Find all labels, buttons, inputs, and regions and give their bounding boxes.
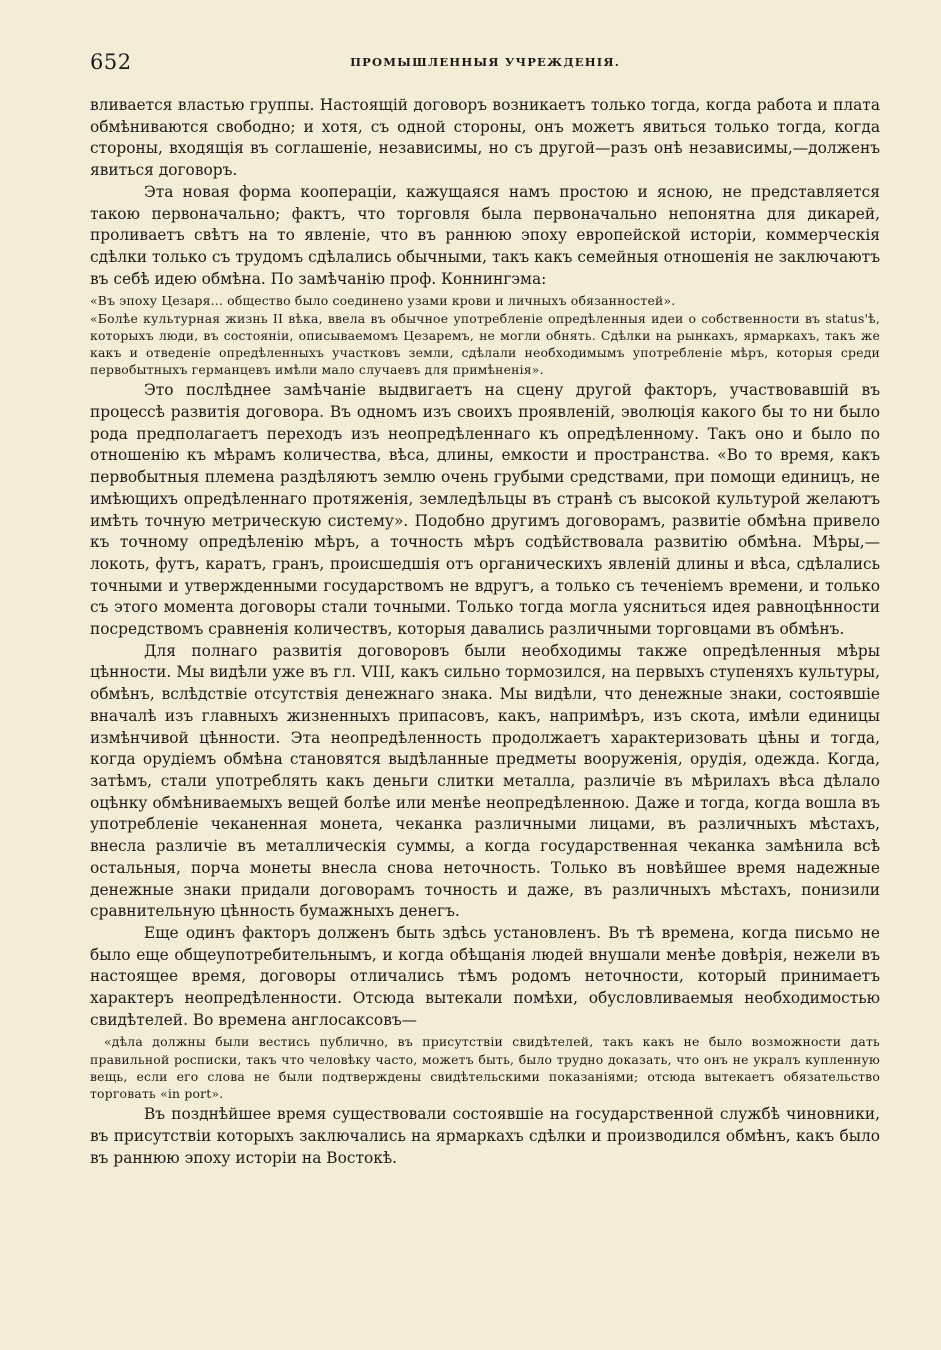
paragraph-officials: Въ позднѣйшее время существовали состоявшіе на государственной службѣ чиновники, въ присутствіи которыхъ заключались на ярмаркахъ сдѣлки и производился обмѣнъ, какъ было въ раннюю эпоху исторіи на Востокѣ. <box>90 1105 880 1167</box>
page-number: 652 <box>90 50 132 74</box>
paragraph-value-measures: Для полнаго развитія договоровъ были необходимы также опредѣленныя мѣры цѣнности. Мы видѣли уже въ гл. VIII, какъ сильно тормозился, на первыхъ ступеняхъ культуры, обмѣнъ, вслѣдствіе отсутствія денежнаго знака. Мы видѣли, что денежные знаки, состоявшіе вначалѣ изъ главныхъ жизненныхъ припасовъ, какъ, напримѣръ, изъ скота, имѣли единицы измѣнчивой цѣнности. Эта неопредѣленность продолжаетъ характеризовать цѣны и тогда, когда орудіемъ обмѣна становятся выдѣланные предметы вооруженія, орудія, одежда. Когда, затѣмъ, стали употреблять какъ деньги слитки металла, различіе въ мѣрилахъ вѣса дѣлало оцѣнку обмѣниваемыхъ вещей болѣе или менѣе неопредѣленною. Даже и тогда, когда вошла въ употребленіе чеканенная монета, чеканка различными лицами, въ различныхъ мѣстахъ, внесла различіе въ металлическія суммы, а когда государственная чеканка замѣнила всѣ остальныя, порча монеты внесла снова неточность. Только въ новѣйшее время надежные денежные знаки придали договорамъ точность и даже, въ различныхъ мѣстахъ, понизили сравнительную цѣнность бумажныхъ денегъ. <box>90 641 880 921</box>
paragraph-witnesses: Еще одинъ факторъ долженъ быть здѣсь установленъ. Въ тѣ времена, когда письмо не было еще общеупотребительнымъ, и когда обѣщанія людей внушали менѣе довѣрія, нежели въ настоящее время, договоры отличались тѣмъ родомъ неточности, который принимаетъ характеръ неопредѣленности. Отсюда вытекали помѣхи, обусловливаемыя необходимостью свидѣтелей. Во времена англосаксовъ— <box>90 923 880 1029</box>
quote-second-century: «Болѣе культурная жизнь II вѣка, ввела въ обычное употребленіе опредѣленныя идеи о собственности въ status'ѣ, которыхъ люди, въ состояніи, описываемомъ Цезаремъ, не могли обнять. Сдѣлки на рынкахъ, ярмаркахъ, такъ же какъ и отведеніе опредѣленныхъ участковъ земли, сдѣлали необходимымъ употребленіе мѣръ, которыя среди первобытныхъ германцевъ имѣли мало случаевъ для примѣненія». <box>90 310 880 378</box>
page-header <box>90 50 880 74</box>
running-title: ПРОМЫШЛЕННЫЯ УЧРЕЖДЕНІЯ. <box>350 55 620 69</box>
quote-anglosaxons: «дѣла должны были вестись публично, въ присутствіи свидѣтелей, такъ какъ не было возможности дать правильной росписки, такъ что человѣку часто, можетъ быть, было трудно доказать, что онъ не укралъ купленную вещь, если его слова не были подтверждены свидѣтельскими показаніями; отсюда вытекаетъ обязательство торговать «in port». <box>90 1034 880 1102</box>
page-body <box>90 95 880 1169</box>
quote-caesar: «Въ эпоху Цезаря... общество было соединено узами крови и личныхъ обязанностей». <box>90 293 676 309</box>
paragraph-continued: вливается властью группы. Настоящій договоръ возникаетъ только тогда, когда работа и плата обмѣниваются свободно; и хотя, съ одной стороны, онъ можетъ явиться только тогда, когда стороны, входящія въ соглашеніе, независимы, но съ другой—разъ онѣ независимы,—долженъ явиться договоръ. <box>90 96 880 180</box>
paragraph-measures: Это послѣднее замѣчаніе выдвигаетъ на сцену другой факторъ, участвовавшій въ процессѣ развитія договора. Въ одномъ изъ своихъ проявленій, эволюція какого бы то ни было рода предполагаетъ переходъ изъ неопредѣленнаго къ опредѣленному. Такъ оно и было по отношенію къ мѣрамъ количества, вѣса, длины, емкости и пространства. «Во то время, какъ первобытныя племена раздѣляютъ землю очень грубыми средствами, при помощи единицъ, не имѣющихъ опредѣленнаго протяженія, земледѣльцы въ странѣ съ высокой культурой желаютъ имѣть точную метрическую систему». Подобно другимъ договорамъ, развитіе обмѣна привело къ точному опредѣленію мѣръ, а точность мѣръ содѣйствовала развитію обмѣна. Мѣры,—локоть, футъ, каратъ, гранъ, происшедшія отъ органическихъ явленій длины и вѣса, сдѣлались точными и утвержденными государствомъ не вдругъ, а только съ теченіемъ времени, и только съ этого момента договоры стали точными. Только тогда могла уясниться идея равноцѣнности посредствомъ сравненія количествъ, которыя давались различными торговцами въ обмѣнъ. <box>90 381 880 639</box>
paragraph-cooperation: Эта новая форма коопераціи, кажущаяся намъ простою и ясною, не представляется такою первоначально; фактъ, что торговля была первоначально непонятна для дикарей, проливаетъ свѣтъ на то явленіе, что въ раннюю эпоху европейской исторіи, коммерческія сдѣлки только съ трудомъ сдѣлались обычными, такъ какъ семейныя отношенія не заключаютъ въ себѣ идею обмѣна. По замѣчанію проф. Коннингэма: <box>90 182 880 288</box>
